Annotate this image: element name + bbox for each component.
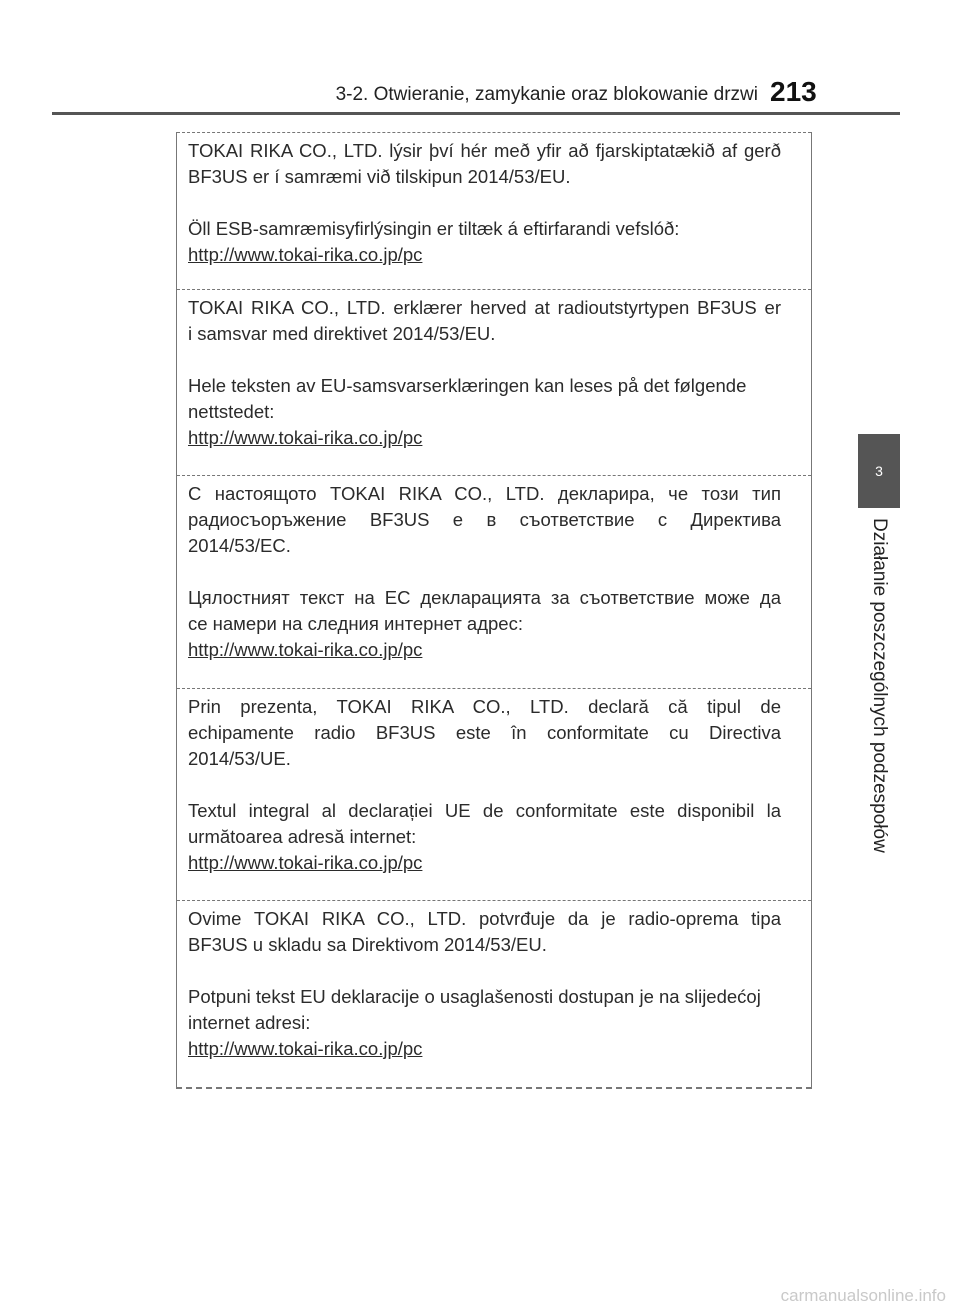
declaration-section: [177, 132, 811, 268]
chapter-tab: [858, 434, 900, 508]
declaration-line: Ovime TOKAI RIKA CO., LTD. potvrđuje da je radio-oprema tipa: [188, 908, 781, 929]
info-line: Цялостният текст на ЕС декларацията за съответствие може да: [188, 587, 781, 608]
info-line: internet adresi:: [188, 1012, 311, 1033]
info-line: nettstedet:: [188, 401, 275, 422]
declaration-line: BF3US er í samræmi við tilskipun 2014/53/EU.: [188, 166, 571, 187]
declaration-link[interactable]: http://www.tokai-rika.co.jp/pc: [188, 1038, 423, 1059]
info-line: Textul integral al declarației UE de conformitate este disponibil la: [188, 800, 781, 821]
declaration-line: BF3US u skladu sa Direktivom 2014/53/EU.: [188, 934, 547, 955]
declaration-line: Prin prezenta, TOKAI RIKA CO., LTD. declară că tipul de: [188, 696, 781, 717]
declaration-section: [177, 475, 811, 663]
declaration-line: 2014/53/UE.: [188, 748, 291, 769]
info-line: Öll ESB-samræmisyfirlýsingin er tiltæk á eftirfarandi vefslóð:: [188, 218, 680, 239]
declaration-line: 2014/53/ЕС.: [188, 535, 291, 556]
info-line: următoarea adresă internet:: [188, 826, 417, 847]
page-number: 213: [770, 76, 817, 107]
declaration-line: С настоящото TOKAI RIKA CO., LTD. декларира, че този тип: [188, 483, 781, 504]
declaration-section: [177, 688, 811, 876]
watermark: carmanualsonline.info: [780, 1286, 946, 1305]
header-section-title: 3-2. Otwieranie, zamykanie oraz blokowanie drzwi: [335, 84, 758, 105]
chapter-number: 3: [875, 463, 883, 479]
declaration-section: [177, 900, 811, 1062]
header-divider: [52, 112, 900, 115]
declaration-line: радиосъоръжение BF3US е в съответствие с Директива: [188, 509, 781, 530]
declaration-link[interactable]: http://www.tokai-rika.co.jp/pc: [188, 852, 423, 873]
declaration-line: TOKAI RIKA CO., LTD. erklærer herved at radioutstyrtypen BF3US er: [188, 297, 781, 318]
chapter-title: Działanie poszczególnych podzespołów: [869, 518, 890, 853]
declaration-box: [176, 132, 812, 1089]
declaration-line: i samsvar med direktivet 2014/53/EU.: [188, 323, 496, 344]
declaration-link[interactable]: http://www.tokai-rika.co.jp/pc: [188, 244, 423, 265]
info-line: се намери на следния интернет адрес:: [188, 613, 523, 634]
declaration-section: [177, 289, 811, 451]
declaration-line: TOKAI RIKA CO., LTD. lýsir því hér með yfir að fjarskiptatækið af gerð: [188, 140, 781, 161]
declaration-link[interactable]: http://www.tokai-rika.co.jp/pc: [188, 427, 423, 448]
declaration-link[interactable]: http://www.tokai-rika.co.jp/pc: [188, 639, 423, 660]
declaration-line: echipamente radio BF3US este în conformitate cu Directiva: [188, 722, 781, 743]
info-line: Potpuni tekst EU deklaracije o usaglašenosti dostupan je na slijedećoj: [188, 986, 761, 1007]
info-line: Hele teksten av EU-samsvarserklæringen kan leses på det følgende: [188, 375, 747, 396]
